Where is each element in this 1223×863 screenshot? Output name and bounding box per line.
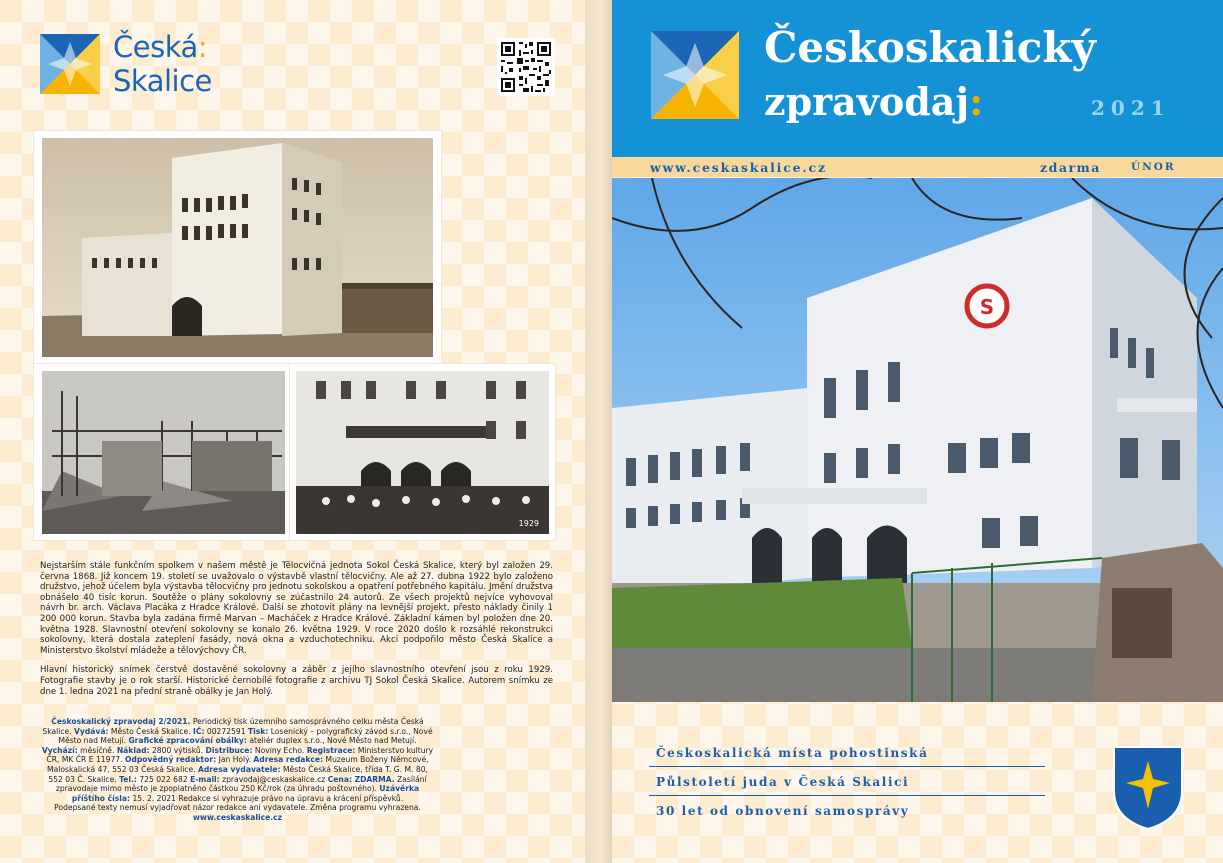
town-logo-icon xyxy=(40,34,100,94)
town-name: Česká: Skalice xyxy=(113,30,212,98)
front-cover xyxy=(612,0,1223,863)
spine xyxy=(585,0,612,863)
topics-list xyxy=(649,738,1045,824)
description-paragraph: Nejstarším stále funkčním spolkem v našem městě je Tělocvičná jednota Sokol Česká Skalice, který byl založen 29. června 1868. Již koncem 19. století se uvažovalo o výstavbě vlastní tělocvičny. Ale až 27. dubna 1922 bylo založeno družstvo, jehož účelem byla výstavba tělocvičny pro jednotu sokolskou a opatření potřebného kapitálu. Jmění družstva obnášelo 40 tisíc korun. Soutěže o plány sokolovny se zúčastnilo 24 autorů. Ze všech projektů nejvíce vyhovoval návrh br. arch. Václava Placáka z Hradce Králové. Další se zhotovit plány na levnější projekt, přesto náklady činily 1 200 000 korun. Stavba byla zadána firmě Marvan – Macháček z Hradce Králové. Základní kámen byl položen dne 20. května 1928. Slavnostní otevření sokolovny se konalo 26. května 1929. V roce 2020 došlo k rozsáhlé rekonstrukci sokolovny, která dostala zateplení fasády, nová okna a vzduchotechniku. Akci podpořilo město Česká Skalice a Ministerstvo školství mládeže a tělovýchovy ČR. xyxy=(40,561,553,656)
construction-photo xyxy=(42,371,285,534)
opening-ceremony-photo-frame xyxy=(290,364,555,540)
issue-month: ÚNOR xyxy=(1131,161,1176,173)
cover-photo xyxy=(612,178,1223,702)
masthead-title: Českoskalický xyxy=(764,23,1096,72)
qr-code-icon[interactable] xyxy=(497,38,555,96)
description-paragraph: Hlavní historický snímek čerstvě dostavěné sokolovny a záběr z jejího slavnostního otevření jsou z roku 1929. Fotografie stavby je o rok starší. Historické černobílé fotografie z archivu TJ Sokol Česká Skalice. Autorem snímku ze dne 1. ledna 2021 na přední straně obálky je Jan Holý. xyxy=(40,665,553,697)
imprint-website-link[interactable]: www.ceskaskalice.cz xyxy=(192,812,283,822)
masthead-subtitle: zpravodaj: xyxy=(764,79,984,124)
photo-year: 1929 xyxy=(518,519,539,528)
topic-item[interactable]: Půlstoletí juda v Česká Skalici xyxy=(649,767,1045,796)
topic-item[interactable]: Českoskalická místa pohostinská xyxy=(649,738,1045,767)
historic-photo-frame xyxy=(34,131,441,364)
svg-text:S: S xyxy=(979,295,995,319)
imprint: Českoskalický zpravodaj 2/2021. Periodický tisk územního samosprávného celku města Česká Skalice. Vydává: Město Česká Skalice. IČ: 00272591 Tisk: Losenický – polygrafický závod s.r.o., Nové Město nad Metují. Grafické zpracování obálky: ateliér duplex s.r.o., Nové Město nad Metují. Vychází: měsíčně. Náklad: 2800 výtisků. Distribuce: Noviny Echo. Registrace: Ministerstvo kultury ČR, MK ČR E 11977. Odpovědný redaktor: Jan Holý. Adresa redakce: Muzeum Boženy Němcové, Maloskalická 47, 552 03 Česká Skalice. Adresa vydavatele: Město Česká Skalice, třída T. G. M. 80, 552 03 Č. Skalice. Tel.: 725 022 682 E-mail: zpravodaj@ceskaskalice.cz Cena: ZDARMA. Zasílání zpravodaje mimo město je zpoplatněno částkou 250 Kč/rok (za úhradu poštovného). Uzávěrka příštího čísla: 15. 2. 2021 Redakce si vyhrazuje právo na úpravu a krácení příspěvků. Podepsané texty nemusí vyjadřovat názor redakce ani vydavatele. Změna programu vyhrazena. www.ceskaskalice.cz xyxy=(41,717,434,822)
price-label: zdarma xyxy=(1040,160,1101,175)
town-crest-icon xyxy=(1110,743,1186,831)
issue-year: 2021 xyxy=(1091,96,1171,120)
topic-item[interactable]: 30 let od obnovení samosprávy xyxy=(656,804,910,818)
opening-ceremony-photo xyxy=(296,371,549,534)
history-description xyxy=(40,561,553,706)
town-logo-icon xyxy=(651,31,739,119)
construction-photo-frame xyxy=(34,364,290,540)
historic-sokol-building-photo xyxy=(42,138,433,357)
masthead xyxy=(612,0,1223,157)
website-link[interactable]: www.ceskaskalice.cz xyxy=(650,160,827,175)
back-cover xyxy=(0,0,585,863)
